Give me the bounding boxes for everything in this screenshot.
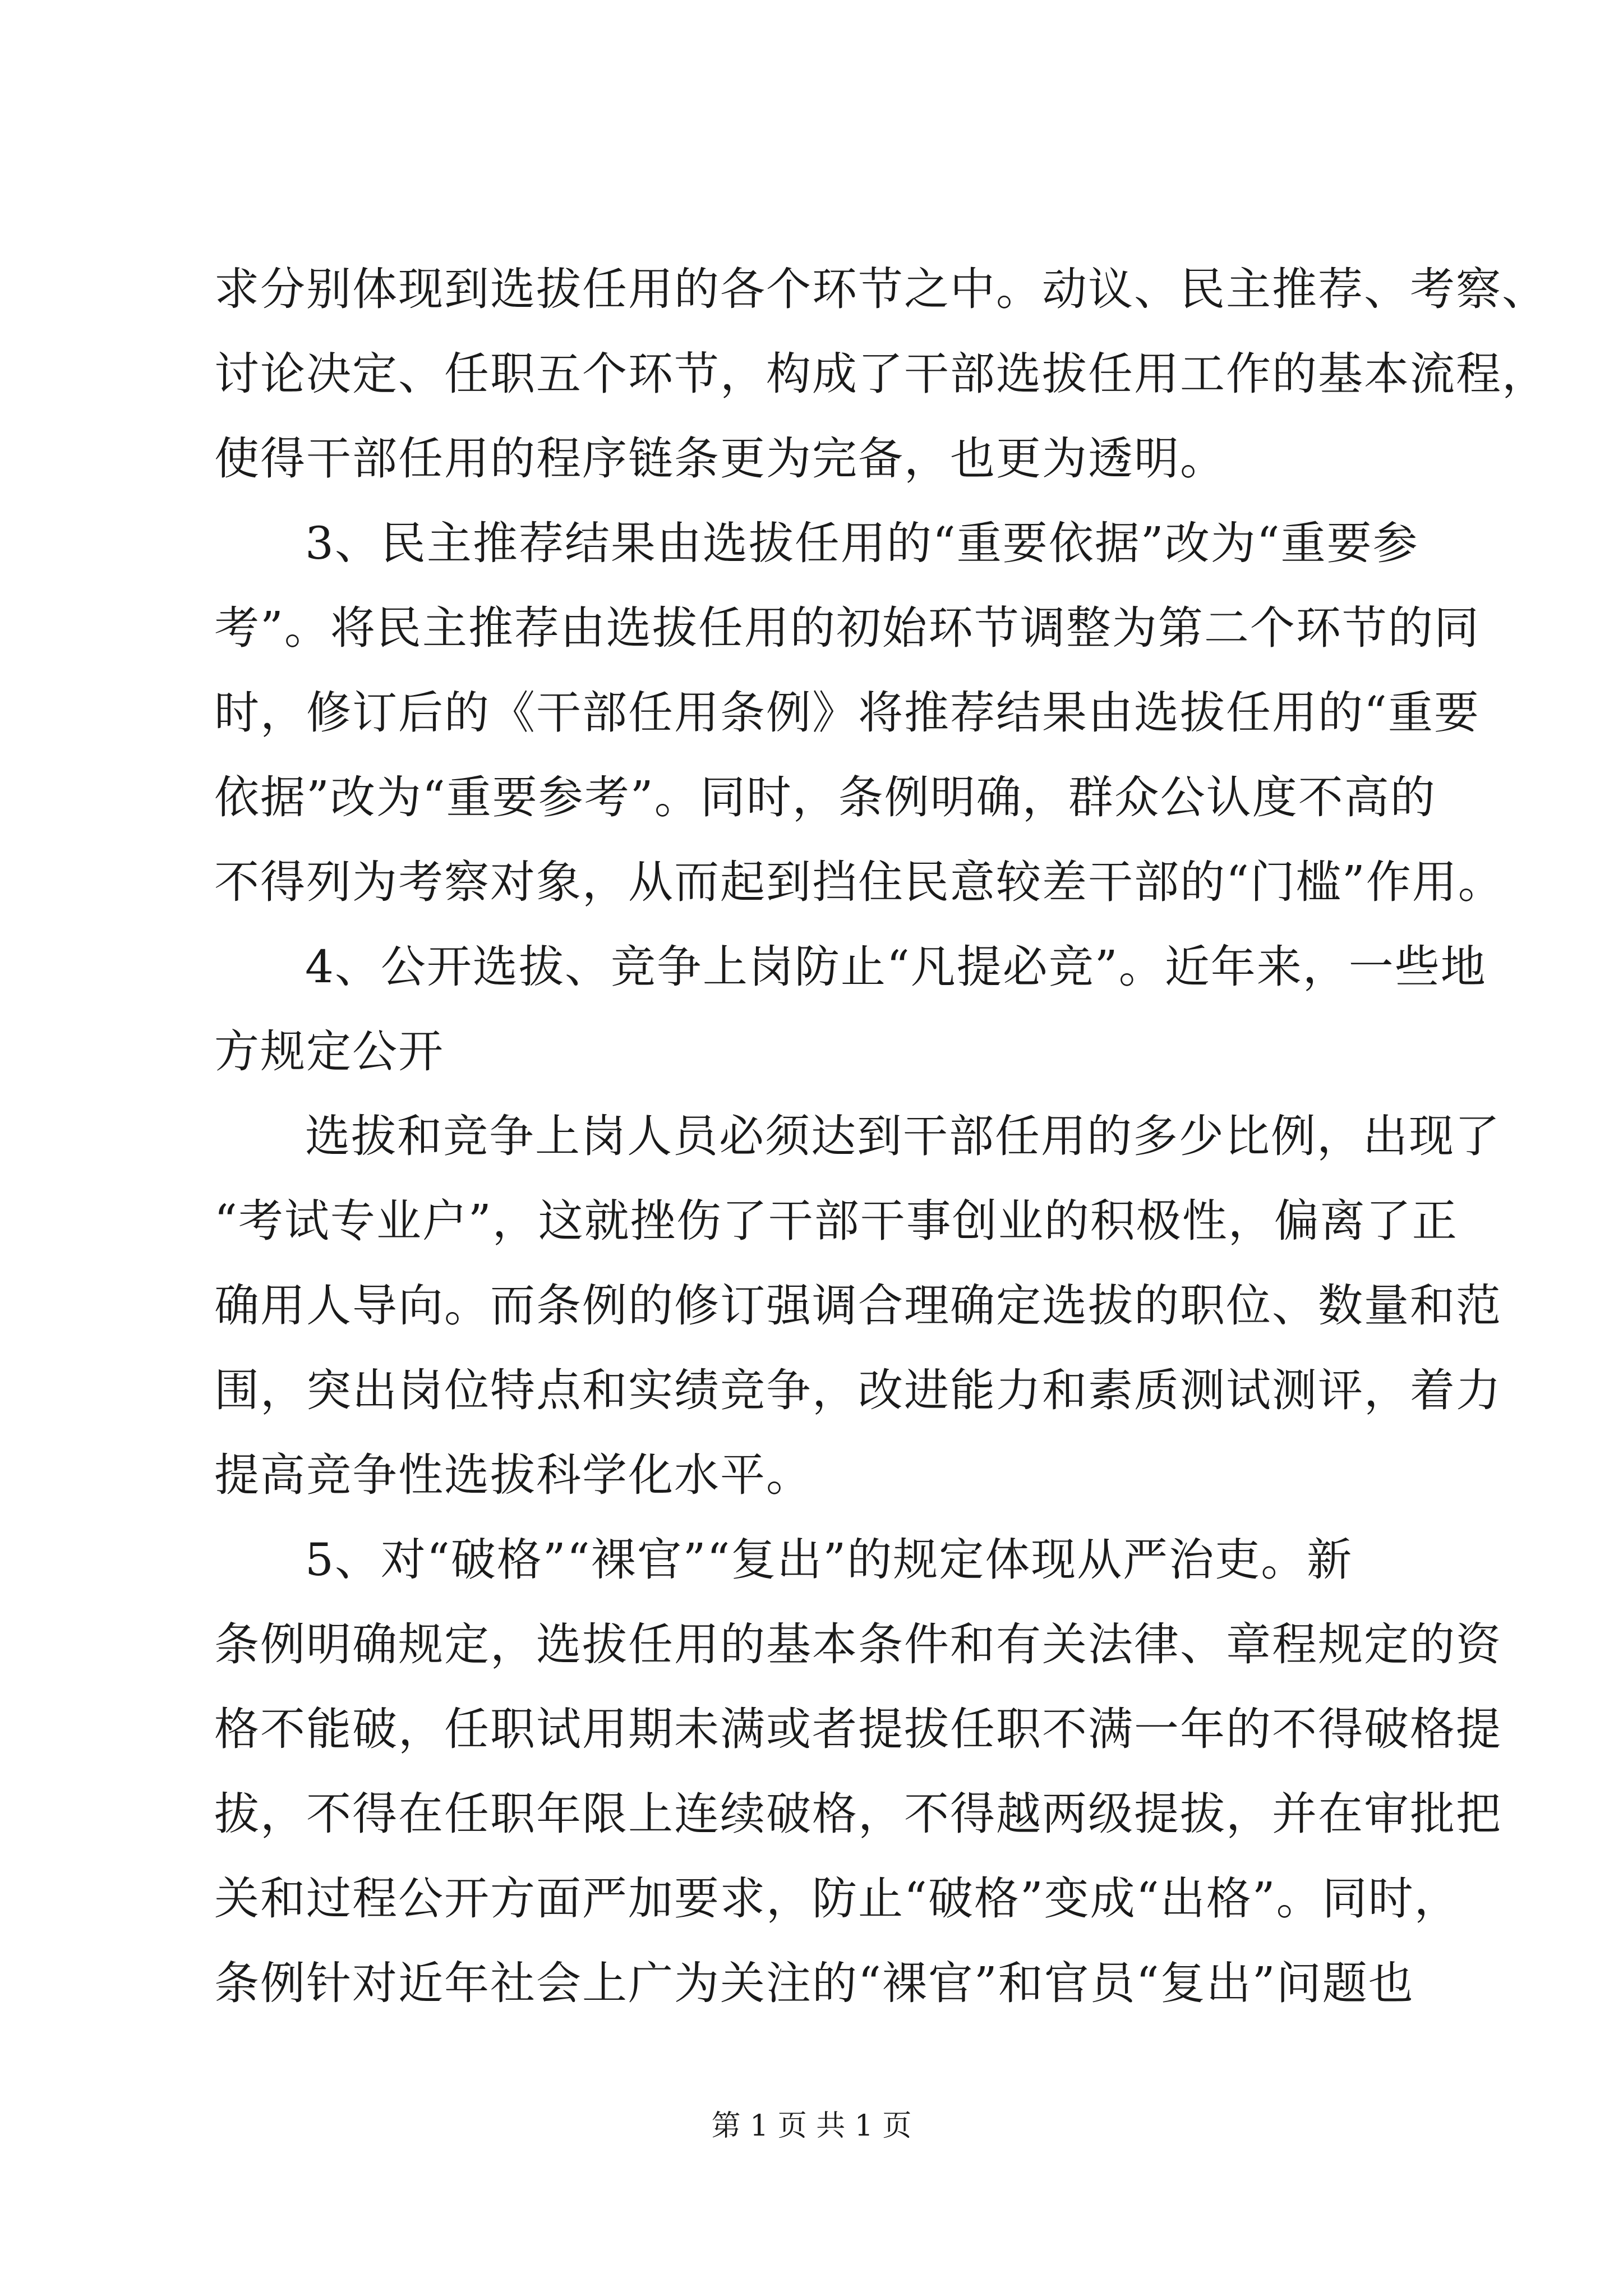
text-line: 条例明确规定，选拔任用的基本条件和有关法律、章程规定的资 xyxy=(214,1618,1502,1671)
text-line: “考试专业户”，这就挫伤了干部干事创业的积极性，偏离了正 xyxy=(214,1195,1458,1247)
paragraph-start-line: 3、民主推荐结果由选拔任用的“重要依据”改为“重要参 xyxy=(305,517,1419,569)
text-line: 提高竞争性选拔科学化水平。 xyxy=(214,1449,812,1501)
text-line: 拔，不得在任职年限上连续破格，不得越两级提拔，并在审批把 xyxy=(214,1788,1502,1840)
paragraph-start-line: 5、对“破格”“裸官”“复出”的规定体现从严治吏。新 xyxy=(305,1534,1353,1586)
text-line: 格不能破，任职试用期未满或者提拔任职不满一年的不得破格提 xyxy=(214,1703,1502,1755)
text-line: 围，突出岗位特点和实绩竞争，改进能力和素质测试测评，着力 xyxy=(214,1364,1502,1416)
paragraph-start-line: 选拔和竞争上岗人员必须达到干部任用的多少比例，出现了 xyxy=(305,1110,1501,1162)
text-line: 讨论决定、任职五个环节，构成了干部选拔任用工作的基本流程， xyxy=(214,348,1548,400)
text-line: 条例针对近年社会上广为关注的“裸官”和官员“复出”问题也 xyxy=(214,1957,1414,2009)
text-line: 使得干部任用的程序链条更为完备，也更为透明。 xyxy=(214,432,1226,485)
text-line: 确用人导向。而条例的修订强调合理确定选拔的职位、数量和范 xyxy=(214,1280,1502,1332)
page-footer: 第 1 页 共 1 页 xyxy=(711,2109,912,2143)
paragraph-start-line: 4、公开选拔、竞争上岗防止“凡提必竞”。近年来，一些地 xyxy=(305,941,1487,993)
document-body xyxy=(214,247,1548,2026)
text-line: 不得列为考察对象，从而起到挡住民意较差干部的“门槛”作用。 xyxy=(214,856,1504,908)
text-line: 关和过程公开方面严加要求，防止“破格”变成“出格”。同时， xyxy=(214,1872,1460,1925)
text-line: 方规定公开 xyxy=(214,1025,444,1078)
text-line: 依据”改为“重要参考”。同时，条例明确，群众公认度不高的 xyxy=(214,771,1436,823)
text-line: 时，修订后的《干部任用条例》将推荐结果由选拔任用的“重要 xyxy=(214,687,1480,739)
text-line: 求分别体现到选拔任用的各个环节之中。动议、民主推荐、考察、 xyxy=(214,263,1548,315)
text-line: 考”。将民主推荐由选拔任用的初始环节调整为第二个环节的同 xyxy=(214,602,1480,654)
